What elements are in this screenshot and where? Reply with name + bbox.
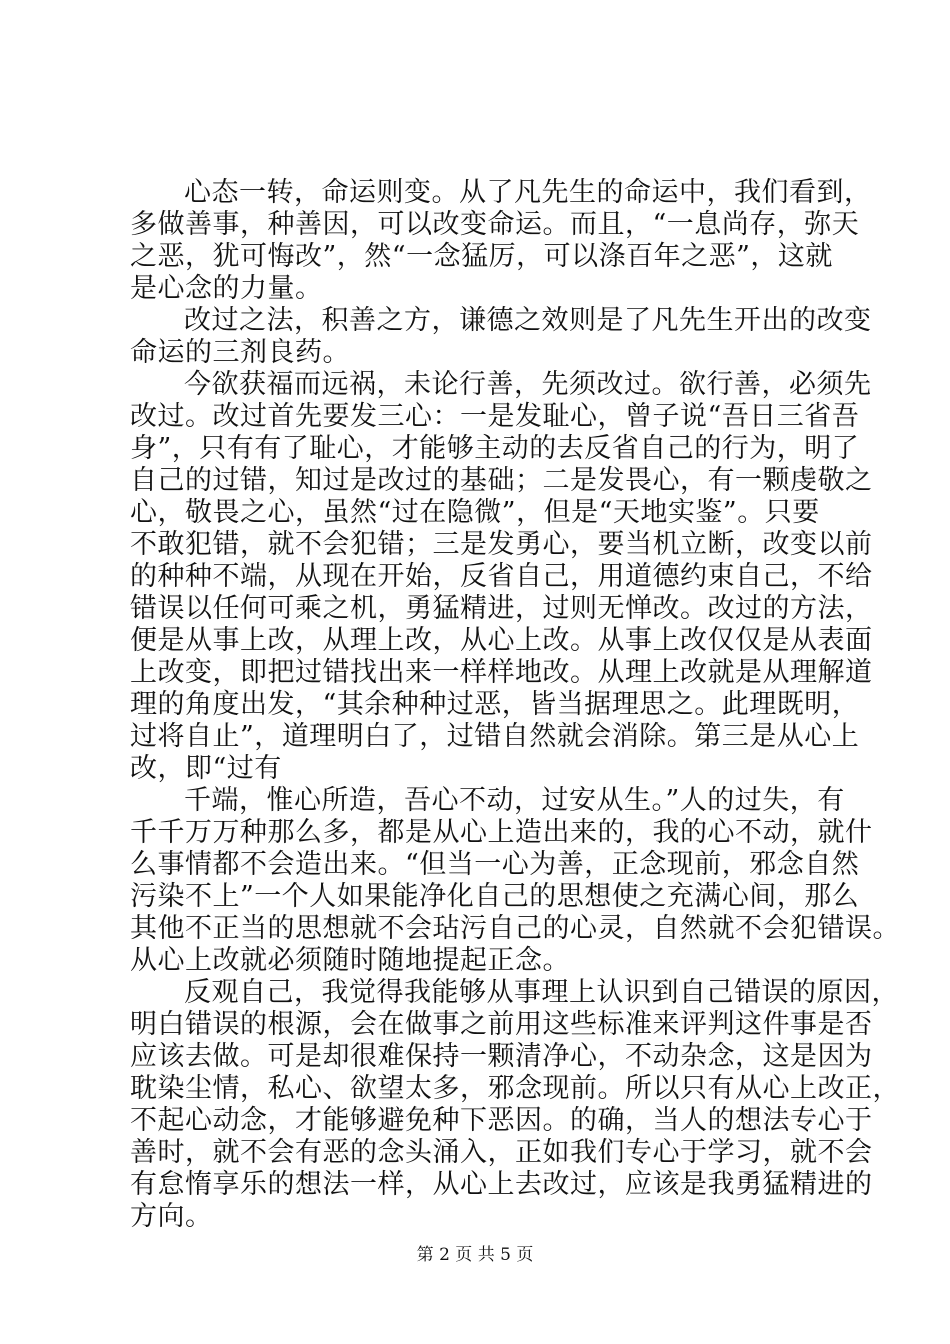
- text-line: 错误以任何可乘之机，勇猛精进，过则无惮改。改过的方法，: [130, 593, 873, 624]
- text-line: 其他不正当的思想就不会玷污自己的心灵，自然就不会犯错误。: [130, 913, 900, 944]
- text-line: 心态一转，命运则变。从了凡先生的命运中，我们看到，: [184, 177, 872, 208]
- text-line: 不敢犯错，就不会犯错；三是发勇心，要当机立断，改变以前: [130, 529, 873, 560]
- text-line: 污染不上”一个人如果能净化自己的思想使之充满心间，那么: [130, 881, 860, 912]
- text-line: 心，敬畏之心，虽然“过在隐微”，但是“天地实鉴”。只要: [130, 497, 820, 528]
- text-line: 便是从事上改，从理上改，从心上改。从事上改仅仅是从表面: [130, 625, 873, 656]
- text-line: 千千万万种那么多，都是从心上造出来的，我的心不动，就什: [130, 817, 873, 848]
- text-line: 改过。改过首先要发三心：一是发耻心，曾子说“吾日三省吾: [130, 401, 860, 432]
- text-line: 反观自己，我觉得我能够从事理上认识到自己错误的原因，: [184, 977, 899, 1008]
- text-line: 方向。: [130, 1201, 213, 1232]
- text-line: 千端，惟心所造，吾心不动，过安从生。”人的过失，有: [184, 785, 845, 816]
- document-body: [130, 177, 900, 1233]
- text-line: 自己的过错，知过是改过的基础；二是发畏心，有一颗虔敬之: [130, 465, 873, 496]
- text-line: 明白错误的根源，会在做事之前用这些标准来评判这件事是否: [130, 1009, 873, 1040]
- text-line: 改过之法，积善之方，谦德之效则是了凡先生开出的改变: [184, 305, 872, 336]
- text-line: 善时，就不会有恶的念头涌入，正如我们专心于学习，就不会: [130, 1137, 873, 1168]
- text-line: 耽染尘情，私心、欲望太多，邪念现前。所以只有从心上改正，: [130, 1073, 900, 1104]
- text-line: 应该去做。可是却很难保持一颗清净心，不动杂念，这是因为: [130, 1041, 873, 1072]
- text-line: 多做善事，种善因，可以改变命运。而且，“一息尚存，弥天: [130, 209, 860, 240]
- text-line: 身”，只有有了耻心，才能够主动的去反省自己的行为，明了: [130, 433, 860, 464]
- text-line: 么事情都不会造出来。“但当一心为善，正念现前，邪念自然: [130, 849, 860, 880]
- text-line: 之恶，犹可悔改”，然“一念猛厉，可以涤百年之恶”，这就: [130, 241, 833, 272]
- text-line: 有怠惰享乐的想法一样，从心上去改过，应该是我勇猛精进的: [130, 1169, 873, 1200]
- text-line: 命运的三剂良药。: [130, 337, 350, 368]
- page-number-footer: 第 2 页 共 5 页: [416, 1245, 534, 1265]
- text-line: 理的角度出发，“其余种种过恶，皆当据理思之。此理既明，: [130, 689, 860, 720]
- text-line: 的种种不端，从现在开始，反省自己，用道德约束自己，不给: [130, 561, 873, 592]
- text-line: 是心念的力量。: [130, 273, 323, 304]
- text-line: 从心上改就必须随时随地提起正念。: [130, 945, 570, 976]
- text-line: 不起心动念，才能够避免种下恶因。的确，当人的想法专心于: [130, 1105, 873, 1136]
- text-line: 过将自止”，道理明白了，过错自然就会消除。第三是从心上: [130, 721, 860, 752]
- text-line: 上改变，即把过错找出来一样样地改。从理上改就是从理解道: [130, 657, 873, 688]
- text-line: 今欲获福而远祸，未论行善，先须改过。欲行善，必须先: [184, 369, 872, 400]
- text-line: 改，即“过有: [130, 753, 282, 784]
